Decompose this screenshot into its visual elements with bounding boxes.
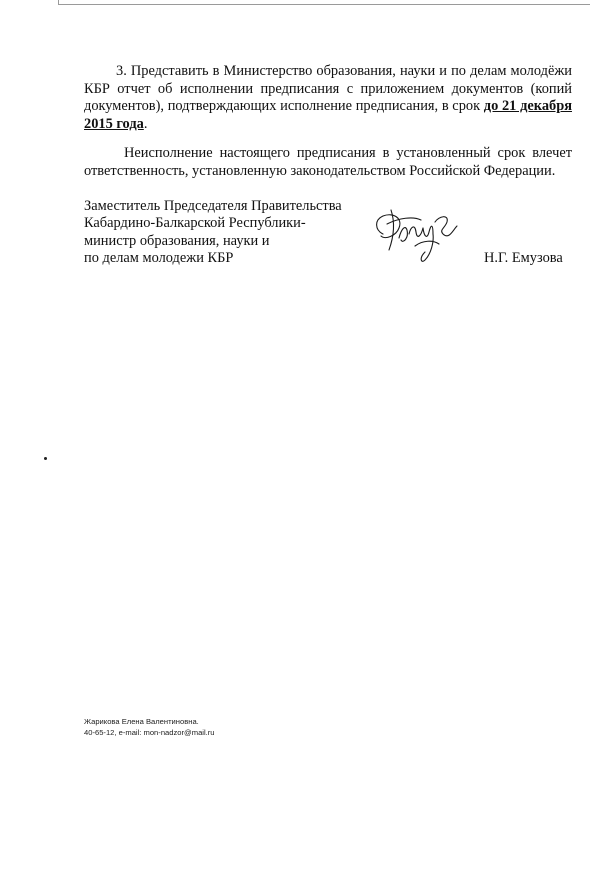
- scan-edge-line: [58, 4, 590, 5]
- signatory-position-line: Заместитель Председателя Правительства: [84, 198, 342, 214]
- scan-speck: [44, 457, 47, 460]
- signatory-position-line: министр образования, науки и: [84, 232, 270, 249]
- paragraph-3-text: 3. Представить в Министерство образования, науки и по делам молодёжи КБР отчет об исполнении предписания с приложением документов (копий документов), подтверждающих исполнение предписания, в срок: [84, 63, 572, 115]
- paragraph-3: [84, 63, 572, 133]
- signatory-position: [84, 198, 342, 268]
- paragraph-4: Неисполнение настоящего предписания в установленный срок влечет ответственность, установленную законодательством Российской Федерации.: [84, 145, 572, 179]
- signatory-position-line: по делам молодежи КБР: [84, 250, 234, 267]
- signatory-position-line: Кабардино-Балкарской Республики-: [84, 215, 306, 232]
- signer-name: Н.Г. Емузова: [484, 250, 563, 266]
- handwritten-signature: [369, 200, 479, 265]
- paragraph-3-end: .: [143, 115, 148, 132]
- executor-note: [84, 716, 215, 738]
- executor-name: Жарикова Елена Валентиновна.: [84, 717, 199, 726]
- scan-edge-tick: [58, 0, 59, 5]
- deadline-date: до 21 декабря 2015 года: [84, 98, 572, 132]
- executor-contacts: 40-65-12, e-mail: mon-nadzor@mail.ru: [84, 728, 215, 737]
